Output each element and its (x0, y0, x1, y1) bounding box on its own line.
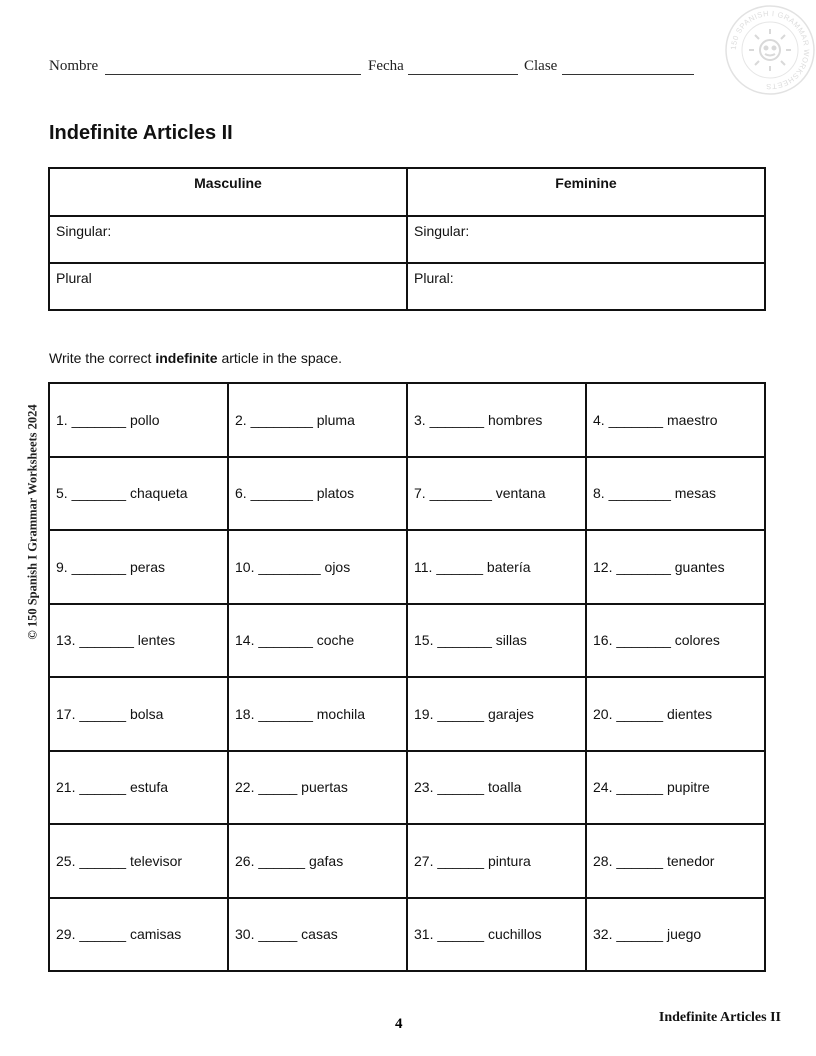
exercise-item[interactable]: 3. _______ hombres (407, 383, 586, 457)
student-info-header (49, 58, 699, 78)
exercise-item[interactable]: 5. _______ chaqueta (49, 457, 228, 531)
exercise-row (49, 383, 765, 457)
exercise-grid (48, 382, 766, 972)
class-label: Clase (524, 58, 558, 74)
svg-text:150 SPANISH I GRAMMAR WORKSHEE (729, 9, 811, 91)
class-field[interactable] (562, 74, 694, 75)
exercise-row (49, 751, 765, 825)
exercise-item[interactable]: 10. ________ ojos (228, 530, 407, 604)
exercise-item[interactable]: 4. _______ maestro (586, 383, 765, 457)
summary-header-row (49, 168, 765, 216)
exercise-item[interactable]: 18. _______ mochila (228, 677, 407, 751)
exercise-item[interactable]: 14. _______ coche (228, 604, 407, 678)
instruction-bold: indefinite (155, 350, 218, 366)
exercise-row (49, 898, 765, 972)
exercise-item[interactable]: 23. ______ toalla (407, 751, 586, 825)
exercise-item[interactable]: 27. ______ pintura (407, 824, 586, 898)
plural-row (49, 263, 765, 310)
seal-text: 150 SPANISH I GRAMMAR WORKSHEETS (728, 8, 812, 92)
date-label: Fecha (368, 58, 404, 74)
exercise-item[interactable]: 6. ________ platos (228, 457, 407, 531)
exercise-item[interactable]: 9. _______ peras (49, 530, 228, 604)
sun-face-icon (749, 29, 791, 71)
instruction-text (49, 350, 342, 366)
exercise-item[interactable]: 22. _____ puertas (228, 751, 407, 825)
exercise-row (49, 457, 765, 531)
exercise-item[interactable]: 26. ______ gafas (228, 824, 407, 898)
article-summary-table (48, 167, 766, 311)
masculine-header: Masculine (49, 168, 407, 216)
side-copyright: © 150 Spanish I Grammar Worksheets 2024 (25, 404, 40, 640)
date-field[interactable] (408, 74, 518, 75)
singular-row (49, 216, 765, 263)
exercise-item[interactable]: 25. ______ televisor (49, 824, 228, 898)
worksheet-seal-logo (724, 4, 816, 96)
exercise-item[interactable]: 28. ______ tenedor (586, 824, 765, 898)
masculine-singular-cell[interactable]: Singular: (49, 216, 407, 263)
exercise-item[interactable]: 17. ______ bolsa (49, 677, 228, 751)
name-label: Nombre (49, 58, 99, 74)
footer-title: Indefinite Articles II (658, 1010, 781, 1025)
exercise-item[interactable]: 12. _______ guantes (586, 530, 765, 604)
exercise-item[interactable]: 24. ______ pupitre (586, 751, 765, 825)
exercise-item[interactable]: 1. _______ pollo (49, 383, 228, 457)
exercise-item[interactable]: 29. ______ camisas (49, 898, 228, 972)
exercise-item[interactable]: 13. _______ lentes (49, 604, 228, 678)
worksheet-title: Indefinite Articles II (49, 122, 233, 144)
exercise-item[interactable]: 30. _____ casas (228, 898, 407, 972)
exercise-item[interactable]: 15. _______ sillas (407, 604, 586, 678)
exercise-row (49, 604, 765, 678)
exercise-item[interactable]: 7. ________ ventana (407, 457, 586, 531)
exercise-row (49, 824, 765, 898)
exercise-item[interactable]: 21. ______ estufa (49, 751, 228, 825)
masculine-plural-cell[interactable]: Plural (49, 263, 407, 310)
exercise-item[interactable]: 19. ______ garajes (407, 677, 586, 751)
exercise-item[interactable]: 8. ________ mesas (586, 457, 765, 531)
exercise-item[interactable]: 32. ______ juego (586, 898, 765, 972)
exercise-item[interactable]: 31. ______ cuchillos (407, 898, 586, 972)
instruction-before: Write the correct (49, 350, 156, 366)
page-number: 4 (395, 1016, 403, 1032)
exercise-item[interactable]: 2. ________ pluma (228, 383, 407, 457)
feminine-plural-cell[interactable]: Plural: (407, 263, 765, 310)
feminine-header: Feminine (407, 168, 765, 216)
feminine-singular-cell[interactable]: Singular: (407, 216, 765, 263)
name-field[interactable] (105, 74, 361, 75)
exercise-item[interactable]: 11. ______ batería (407, 530, 586, 604)
exercise-item[interactable]: 20. ______ dientes (586, 677, 765, 751)
exercise-row (49, 677, 765, 751)
exercise-row (49, 530, 765, 604)
instruction-after: article in the space. (217, 350, 343, 366)
exercise-item[interactable]: 16. _______ colores (586, 604, 765, 678)
